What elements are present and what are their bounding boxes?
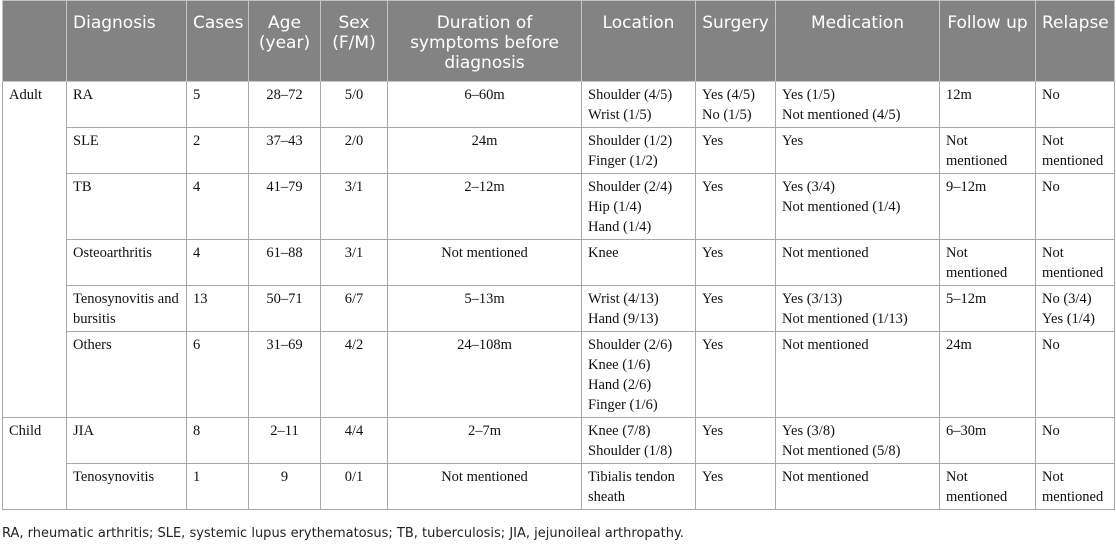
- follow-up-cell-line: mentioned: [946, 489, 1008, 505]
- relapse-cell-line: Not: [1042, 469, 1064, 485]
- relapse-cell: [1036, 240, 1115, 286]
- relapse-cell-line: No: [1042, 179, 1060, 195]
- relapse-cell: [1036, 464, 1115, 510]
- age-cell: 2–11: [249, 418, 321, 464]
- follow-up-cell: [940, 332, 1036, 418]
- header-diagnosis: Diagnosis: [67, 1, 187, 82]
- relapse-cell: [1036, 128, 1115, 174]
- location-cell: [582, 174, 696, 240]
- relapse-cell-line: mentioned: [1042, 153, 1104, 169]
- surgery-cell-line: Yes: [702, 291, 724, 307]
- location-cell: [582, 240, 696, 286]
- age-cell: 41–79: [249, 174, 321, 240]
- cases-cell: 4: [187, 174, 249, 240]
- location-cell-line: Hand (2/6): [588, 377, 652, 393]
- diagnosis-cell: [67, 464, 187, 510]
- diagnosis-cell-line: Tenosynovitis and: [73, 291, 179, 307]
- relapse-cell: [1036, 332, 1115, 418]
- sex-cell: 4/4: [321, 418, 388, 464]
- header-sex: Sex (F/M): [321, 1, 388, 82]
- medication-cell-line: Yes: [782, 133, 804, 149]
- relapse-cell-line: mentioned: [1042, 265, 1104, 281]
- header-medication: Medication: [776, 1, 940, 82]
- table-row: [3, 240, 1115, 286]
- header-cases: Cases: [187, 1, 249, 82]
- medication-cell: [776, 332, 940, 418]
- location-cell: [582, 82, 696, 128]
- location-cell-line: Knee: [588, 245, 619, 261]
- surgery-cell: [696, 286, 776, 332]
- location-cell-line: Shoulder (1/2): [588, 133, 673, 149]
- relapse-cell: [1036, 174, 1115, 240]
- relapse-cell-line: No: [1042, 87, 1060, 103]
- surgery-cell-line: Yes (4/5): [702, 87, 755, 103]
- header-duration: Duration of symptoms before diagnosis: [388, 1, 582, 82]
- location-cell-line: Shoulder (1/8): [588, 443, 673, 459]
- medication-cell-line: Not mentioned: [782, 245, 869, 261]
- diagnosis-cell-line: Osteoarthritis: [73, 245, 152, 261]
- location-cell-line: Shoulder (2/4): [588, 179, 673, 195]
- diagnosis-cell-line: RA: [73, 87, 94, 103]
- medication-cell-line: Not mentioned (1/13): [782, 311, 908, 327]
- header-location: Location: [582, 1, 696, 82]
- relapse-cell-line: mentioned: [1042, 489, 1104, 505]
- location-cell-line: Hand (1/4): [588, 219, 652, 235]
- cases-cell: 6: [187, 332, 249, 418]
- cases-cell: 8: [187, 418, 249, 464]
- header-age: Age (year): [249, 1, 321, 82]
- duration-cell: 2–12m: [388, 174, 582, 240]
- sex-cell: 3/1: [321, 174, 388, 240]
- header-group: [3, 1, 67, 82]
- surgery-cell: [696, 418, 776, 464]
- location-cell: [582, 332, 696, 418]
- medication-cell: [776, 174, 940, 240]
- diagnosis-cell-line: JIA: [73, 423, 94, 439]
- sex-cell: 2/0: [321, 128, 388, 174]
- surgery-cell: [696, 464, 776, 510]
- sex-cell: 0/1: [321, 464, 388, 510]
- medication-cell-line: Yes (3/4): [782, 179, 835, 195]
- age-cell: 50–71: [249, 286, 321, 332]
- location-cell: [582, 418, 696, 464]
- surgery-cell-line: Yes: [702, 469, 724, 485]
- location-cell-line: Tibialis tendon: [588, 469, 675, 485]
- age-cell: 61–88: [249, 240, 321, 286]
- follow-up-cell-line: Not: [946, 469, 968, 485]
- follow-up-cell-line: mentioned: [946, 265, 1008, 281]
- surgery-cell-line: Yes: [702, 133, 724, 149]
- diagnosis-cell: [67, 240, 187, 286]
- sex-cell: 5/0: [321, 82, 388, 128]
- surgery-cell-line: Yes: [702, 337, 724, 353]
- cases-cell: 13: [187, 286, 249, 332]
- relapse-cell: [1036, 286, 1115, 332]
- table-row: [3, 286, 1115, 332]
- location-cell-line: Hip (1/4): [588, 199, 642, 215]
- diagnosis-cell: [67, 174, 187, 240]
- medication-cell: [776, 128, 940, 174]
- diagnosis-cell: [67, 418, 187, 464]
- medication-cell: [776, 286, 940, 332]
- medication-cell-line: Yes (1/5): [782, 87, 835, 103]
- sex-cell: 6/7: [321, 286, 388, 332]
- duration-cell: 5–13m: [388, 286, 582, 332]
- cases-cell: 1: [187, 464, 249, 510]
- table-row: [3, 128, 1115, 174]
- relapse-cell-line: No (3/4): [1042, 291, 1092, 307]
- header-row: [3, 1, 1115, 82]
- relapse-cell: [1036, 418, 1115, 464]
- surgery-cell-line: No (1/5): [702, 107, 752, 123]
- location-cell-line: Finger (1/2): [588, 153, 658, 169]
- table-row: [3, 174, 1115, 240]
- table-row: [3, 332, 1115, 418]
- table-body: [3, 82, 1115, 510]
- follow-up-cell-line: mentioned: [946, 153, 1008, 169]
- follow-up-cell-line: Not: [946, 245, 968, 261]
- follow-up-cell-line: 12m: [946, 87, 972, 103]
- location-cell-line: Shoulder (2/6): [588, 337, 673, 353]
- follow-up-cell: [940, 286, 1036, 332]
- age-cell: 9: [249, 464, 321, 510]
- age-cell: 28–72: [249, 82, 321, 128]
- follow-up-cell-line: 5–12m: [946, 291, 987, 307]
- relapse-cell: [1036, 82, 1115, 128]
- table-row: [3, 82, 1115, 128]
- follow-up-cell-line: Not: [946, 133, 968, 149]
- location-cell-line: Knee (1/6): [588, 357, 651, 373]
- relapse-cell-line: Yes (1/4): [1042, 311, 1095, 327]
- follow-up-cell: [940, 174, 1036, 240]
- surgery-cell-line: Yes: [702, 423, 724, 439]
- duration-cell: 6–60m: [388, 82, 582, 128]
- duration-cell: 24m: [388, 128, 582, 174]
- table-footnote: RA, rheumatic arthritis; SLE, systemic lupus erythematosus; TB, tuberculosis; JIA, jejunoileal arthropathy.: [2, 526, 684, 541]
- follow-up-cell: [940, 128, 1036, 174]
- surgery-cell: [696, 240, 776, 286]
- location-cell-line: Wrist (4/13): [588, 291, 659, 307]
- cases-cell: 5: [187, 82, 249, 128]
- location-cell: [582, 128, 696, 174]
- table-row: [3, 418, 1115, 464]
- medication-cell: [776, 240, 940, 286]
- duration-cell: Not mentioned: [388, 240, 582, 286]
- sex-cell: 3/1: [321, 240, 388, 286]
- age-cell: 37–43: [249, 128, 321, 174]
- diagnosis-cell: [67, 82, 187, 128]
- surgery-cell-line: Yes: [702, 179, 724, 195]
- location-cell-line: Shoulder (4/5): [588, 87, 673, 103]
- diagnosis-cell-line: SLE: [73, 133, 99, 149]
- group-label: Child: [3, 418, 67, 510]
- cases-cell: 2: [187, 128, 249, 174]
- duration-cell: 2–7m: [388, 418, 582, 464]
- surgery-cell: [696, 82, 776, 128]
- follow-up-cell: [940, 464, 1036, 510]
- relapse-cell-line: Not: [1042, 133, 1064, 149]
- relapse-cell-line: No: [1042, 423, 1060, 439]
- duration-cell: 24–108m: [388, 332, 582, 418]
- diagnosis-cell-line: Others: [73, 337, 112, 353]
- medication-cell: [776, 82, 940, 128]
- diagnosis-cell-line: TB: [73, 179, 92, 195]
- group-label: Adult: [3, 82, 67, 418]
- medication-cell-line: Yes (3/13): [782, 291, 843, 307]
- header-relapse: Relapse: [1036, 1, 1115, 82]
- follow-up-cell: [940, 240, 1036, 286]
- medication-cell-line: Not mentioned: [782, 337, 869, 353]
- follow-up-cell-line: 6–30m: [946, 423, 987, 439]
- medication-cell-line: Not mentioned: [782, 469, 869, 485]
- data-table: [2, 0, 1115, 510]
- sex-cell: 4/2: [321, 332, 388, 418]
- medication-cell-line: Not mentioned (1/4): [782, 199, 901, 215]
- medication-cell-line: Not mentioned (5/8): [782, 443, 901, 459]
- surgery-cell: [696, 128, 776, 174]
- header-follow-up: Follow up: [940, 1, 1036, 82]
- diagnosis-cell-line: bursitis: [73, 311, 116, 327]
- medication-cell: [776, 418, 940, 464]
- age-cell: 31–69: [249, 332, 321, 418]
- medication-cell-line: Yes (3/8): [782, 423, 835, 439]
- cases-cell: 4: [187, 240, 249, 286]
- location-cell-line: Knee (7/8): [588, 423, 651, 439]
- surgery-cell-line: Yes: [702, 245, 724, 261]
- location-cell-line: Hand (9/13): [588, 311, 659, 327]
- follow-up-cell-line: 24m: [946, 337, 972, 353]
- surgery-cell: [696, 174, 776, 240]
- follow-up-cell: [940, 82, 1036, 128]
- header-surgery: Surgery: [696, 1, 776, 82]
- medication-cell: [776, 464, 940, 510]
- follow-up-cell-line: 9–12m: [946, 179, 987, 195]
- diagnosis-cell-line: Tenosynovitis: [73, 469, 155, 485]
- follow-up-cell: [940, 418, 1036, 464]
- surgery-cell: [696, 332, 776, 418]
- location-cell-line: Finger (1/6): [588, 397, 658, 413]
- location-cell: [582, 464, 696, 510]
- location-cell-line: Wrist (1/5): [588, 107, 652, 123]
- location-cell-line: sheath: [588, 489, 626, 505]
- table-row: [3, 464, 1115, 510]
- relapse-cell-line: No: [1042, 337, 1060, 353]
- location-cell: [582, 286, 696, 332]
- duration-cell: Not mentioned: [388, 464, 582, 510]
- medication-cell-line: Not mentioned (4/5): [782, 107, 901, 123]
- diagnosis-cell: [67, 332, 187, 418]
- diagnosis-cell: [67, 128, 187, 174]
- relapse-cell-line: Not: [1042, 245, 1064, 261]
- diagnosis-cell: [67, 286, 187, 332]
